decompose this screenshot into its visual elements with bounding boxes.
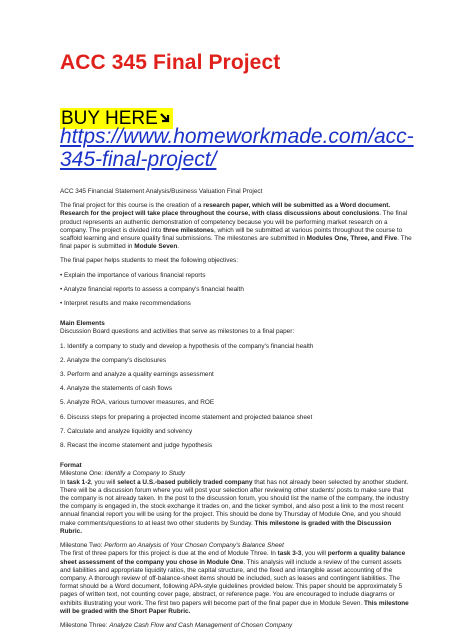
document-body: [60, 188, 412, 630]
format-heading: Format: [60, 462, 82, 470]
main-elements-heading: Main Elements: [60, 320, 105, 328]
list-item: 2. Analyze the company's disclosures: [60, 356, 167, 364]
milestone-two-text: The first of three papers for this project is due at the end of Module Three. In task 3-3, you will perform a quality balance sheet assessment of the company you chose in Module One. This analysis will include a review of the current assets and liabilities and appropriate liquidity ratios, the capital structure, and the fixed and intangible asset accounting of the company. A thorough review of off-balance-sheet items should be included, such as leases and contingent liabilities. The format should be a Word document, following APA-style guidelines provided below. This paper should be approximately 5 pages of written text, not counting cover page, abstract, or reference page. You are encouraged to include diagrams or exhibits illustrating your work. The first two papers will become part of the final paper due in Module Seven. This milestone will be graded with the Short Paper Rubric.: [60, 550, 409, 615]
objectives-intro: The final paper helps students to meet the following objectives:: [60, 257, 238, 265]
steps-list: [60, 343, 412, 451]
intro-paragraph: The final project for this course is the creation of a research paper, which will be submitted as a Word document. Research for the project will take place throughout the course, with class discussions about conclusions. The final product represents an authentic demonstration of competency because you will be performing market research on a company. The project is divided into three milestones, which will be submitted at various points throughout the course to scaffold learning and ensure quality final submissions. The milestones are submitted in Modules One, Three, and Five. The final paper is submitted in Module Seven.: [60, 202, 412, 251]
product-link[interactable]: https://www.homeworkmade.com/acc-345-final-project/: [60, 125, 414, 171]
objectives-list: [60, 272, 412, 309]
page-title: ACC 345 Final Project: [60, 51, 281, 74]
main-elements-intro: Discussion Board questions and activities that serve as milestones to a final paper:: [60, 328, 295, 336]
milestone-one-title: Milestone One: Identify a Company to Study: [60, 470, 186, 478]
list-item: • Explain the importance of various financial reports: [60, 271, 206, 279]
list-item: 4. Analyze the statements of cash flows: [60, 385, 172, 393]
buy-here-text: BUY HERE: [61, 108, 158, 129]
list-item: 3. Perform and analyze a quality earnings assessment: [60, 371, 214, 379]
milestone-two-title: Milestone Two: Perform an Analysis of Your Chosen Company's Balance Sheet: [60, 542, 284, 550]
arrow-down-right-icon: [158, 111, 172, 125]
list-item: 6. Discuss steps for preparing a projected income statement and projected balance sheet: [60, 413, 313, 421]
list-item: 5. Analyze ROA, various turnover measures, and ROE: [60, 399, 215, 407]
list-item: • Interpret results and make recommendations: [60, 300, 191, 308]
milestone-three-title: Milestone Three: Analyze Cash Flow and Cash Management of Chosen Company: [60, 621, 293, 629]
list-item: 1. Identify a company to study and develop a hypothesis of the company's financial health: [60, 342, 314, 350]
list-item: • Analyze financial reports to assess a company's financial health: [60, 285, 244, 293]
list-item: 7. Calculate and analyze liquidity and solvency: [60, 427, 193, 435]
intro-line: ACC 345 Financial Statement Analysis/Business Valuation Final Project: [60, 188, 263, 195]
milestone-one-text: In task 1-2, you will select a U.S.-based publicly traded company that has not already been selected by another student. There will be a discussion forum where you will post your selection after reviewing other students' posts to make sure that the company is not already taken. In the post to the discussion forum, you should list the name of the company, the industry the company is engaged in, the stock exchange it trades on, and the ticker symbol, and also post a link to the most recent annual financial report you will be using for the project. This should be done by Thursday of Module One, and you should make comments/questions to at least two other students by Sunday. This milestone is graded with the Discussion Rubric.: [60, 478, 409, 535]
list-item: 8. Recast the income statement and judge hypothesis: [60, 442, 213, 450]
